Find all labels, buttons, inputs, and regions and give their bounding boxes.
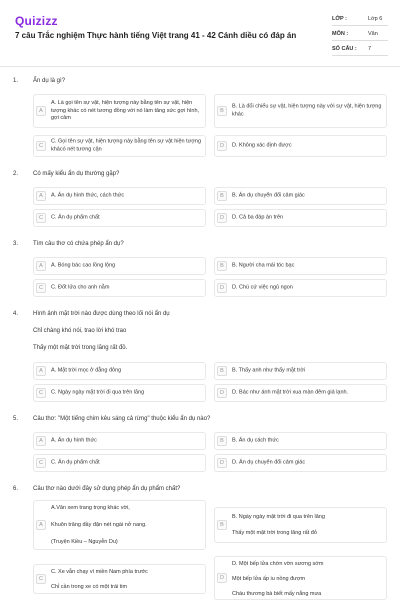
option-text: D. Cả ba đáp án trên xyxy=(232,214,284,221)
option-letter: D xyxy=(217,388,227,398)
option-b[interactable] xyxy=(214,257,387,275)
option-text-line: C. Xe vẫn chạy vì miền Nam phía trước xyxy=(51,569,148,575)
option-text-line: Thấy một mặt trời trong lăng rất đỏ xyxy=(232,530,317,536)
option-b[interactable] xyxy=(214,507,387,543)
option-text: D. Bác như ánh mặt trời xua màn đêm giá lạnh. xyxy=(232,389,349,396)
option-letter: A xyxy=(36,261,46,271)
meta-count xyxy=(332,44,388,56)
option-letter: C xyxy=(36,213,46,223)
option-a[interactable] xyxy=(33,362,206,380)
meta-class xyxy=(332,14,388,26)
option-b[interactable] xyxy=(214,362,387,380)
option-a[interactable] xyxy=(33,187,206,205)
option-letter: C xyxy=(36,458,46,468)
option-letter: A xyxy=(36,520,46,530)
option-text: B. Ẩn dụ cách thức xyxy=(232,437,279,444)
option-letter: A xyxy=(36,366,46,376)
option-text: C. Ngày ngày mặt trời đi qua trên lăng xyxy=(51,389,145,396)
question-quote-line: Chỉ chàng khó nói, trao lời khó trao xyxy=(33,328,127,334)
option-a[interactable] xyxy=(33,257,206,275)
meta-subject xyxy=(332,29,388,41)
option-text: A. Bóng bác cao lồng lộng xyxy=(51,262,116,269)
quizizz-logo: Quizizz xyxy=(15,14,58,28)
option-letter: C xyxy=(36,574,46,584)
option-a[interactable] xyxy=(33,432,206,450)
question-text: Câu thơ: "Một tiếng chim kêu sáng cả rừng" thuộc kiểu ẩn dụ nào? xyxy=(33,416,211,422)
option-letter: D xyxy=(217,141,227,151)
option-d[interactable] xyxy=(214,384,387,402)
option-text: D. Không xác định được xyxy=(232,142,292,149)
option-text: D. Chú cứ việc ngủ ngon xyxy=(232,284,293,291)
option-text: D. Ẩn dụ chuyển đổi cảm giác xyxy=(232,459,306,466)
option-c[interactable] xyxy=(33,135,206,157)
option-c[interactable] xyxy=(33,384,206,402)
option-letter: B xyxy=(217,106,227,116)
option-letter: A xyxy=(36,106,46,116)
question-number: 1. xyxy=(13,78,19,84)
option-text: C. Đốt lửa cho anh nằm xyxy=(51,284,110,291)
option-text-line: (Truyện Kiều – Nguyễn Du) xyxy=(51,539,118,545)
option-text-line: Chỉ cần trong xe có một trái tim xyxy=(51,584,128,590)
option-text-line: Khuôn trăng đầy đặn nét ngài nở nang. xyxy=(51,522,147,528)
option-letter: C xyxy=(36,283,46,293)
option-text: A. Ẩn dụ hình thức xyxy=(51,437,97,444)
meta-class-value: Lớp 6 xyxy=(368,16,383,22)
option-c[interactable] xyxy=(33,454,206,472)
question-number: 2. xyxy=(13,171,19,177)
option-letter: B xyxy=(217,191,227,201)
option-letter: B xyxy=(217,520,227,530)
question-number: 5. xyxy=(13,416,19,422)
question-text: Tìm câu thơ có chứa phép ẩn dụ? xyxy=(33,241,124,247)
option-text: A. Ẩn dụ hình thức, cách thức xyxy=(51,192,125,199)
option-text: A. Mặt trời mọc ở đằng đông xyxy=(51,367,122,374)
option-c[interactable] xyxy=(33,564,206,594)
option-d[interactable] xyxy=(214,209,387,227)
meta-count-label: SỐ CÂU : xyxy=(332,46,357,52)
option-text: C. Ẩn dụ phẩm chất xyxy=(51,459,100,466)
option-text-line: Cháu thương bà biết mấy nắng mưa xyxy=(232,591,322,597)
option-letter: B xyxy=(217,436,227,446)
option-b[interactable] xyxy=(214,94,387,128)
option-letter: D xyxy=(217,458,227,468)
option-letter: B xyxy=(217,366,227,376)
question-text: Có mấy kiểu ẩn dụ thường gặp? xyxy=(33,171,120,177)
option-letter: B xyxy=(217,261,227,271)
option-letter: A xyxy=(36,436,46,446)
option-a[interactable] xyxy=(33,500,206,550)
option-c[interactable] xyxy=(33,209,206,227)
option-text-line: Một bếp lửa ấp iu nồng đượm xyxy=(232,576,306,582)
question-text: Ẩn dụ là gì? xyxy=(33,78,66,84)
option-text: B. Thấy anh như thấy mặt trời xyxy=(232,367,306,374)
option-text: B. Là đối chiếu sự vật, hiện tượng này với sự vật, hiện tượng khác xyxy=(232,103,382,117)
option-b[interactable] xyxy=(214,432,387,450)
option-c[interactable] xyxy=(33,279,206,297)
option-letter: C xyxy=(36,141,46,151)
option-letter: D xyxy=(217,213,227,223)
meta-subject-value: Văn xyxy=(368,31,378,37)
option-text: C. Ẩn dụ phẩm chất xyxy=(51,214,100,221)
question-number: 6. xyxy=(13,486,19,492)
option-text-line: A.Vân xem trang trọng khác vời, xyxy=(51,505,130,511)
option-text: B. Người cha mái tóc bạc xyxy=(232,262,295,269)
option-a[interactable] xyxy=(33,94,206,128)
option-letter: C xyxy=(36,388,46,398)
option-b[interactable] xyxy=(214,187,387,205)
question-number: 3. xyxy=(13,241,19,247)
meta-subject-label: MÔN : xyxy=(332,31,349,37)
option-text: B. Ẩn dụ chuyển đổi cảm giác xyxy=(232,192,305,199)
option-d[interactable] xyxy=(214,556,387,600)
question-number: 4. xyxy=(13,311,19,317)
question-text: Hình ảnh mặt trời nào được dùng theo lối nói ẩn dụ xyxy=(33,311,170,317)
option-text-line: D. Một bếp lửa chờn vờn sương sớm xyxy=(232,561,324,567)
option-letter: D xyxy=(217,573,227,583)
option-d[interactable] xyxy=(214,279,387,297)
option-letter: D xyxy=(217,283,227,293)
header-divider xyxy=(0,66,400,67)
meta-class-label: LỚP : xyxy=(332,16,347,22)
option-text: C. Gọi tên sự vật, hiện tượng này bằng tên sự vật hiện tượng khácó nét tương cận xyxy=(51,138,202,152)
option-d[interactable] xyxy=(214,454,387,472)
question-text: Câu thơ nào dưới đây sử dụng phép ẩn dụ phẩm chất? xyxy=(33,486,181,492)
option-text: A. Là gọi tên sự vật, hiện tượng này bằng tên sự vật, hiện tượng khác có nét tương đồng với nó làm tăng sức gợi hình, gợi cảm xyxy=(51,99,200,121)
option-letter: A xyxy=(36,191,46,201)
question-quote-line: Thấy một mặt trời trong lăng rất đỏ. xyxy=(33,345,128,351)
option-text-line: B. Ngày ngày mặt trời đi qua trên lăng xyxy=(232,514,325,520)
worksheet-title: 7 câu Trắc nghiệm Thực hành tiếng Việt trang 41 - 42 Cánh diều có đáp án xyxy=(15,31,297,40)
meta-count-value: 7 xyxy=(368,46,372,52)
worksheet-header xyxy=(0,0,400,64)
option-d[interactable] xyxy=(214,135,387,157)
